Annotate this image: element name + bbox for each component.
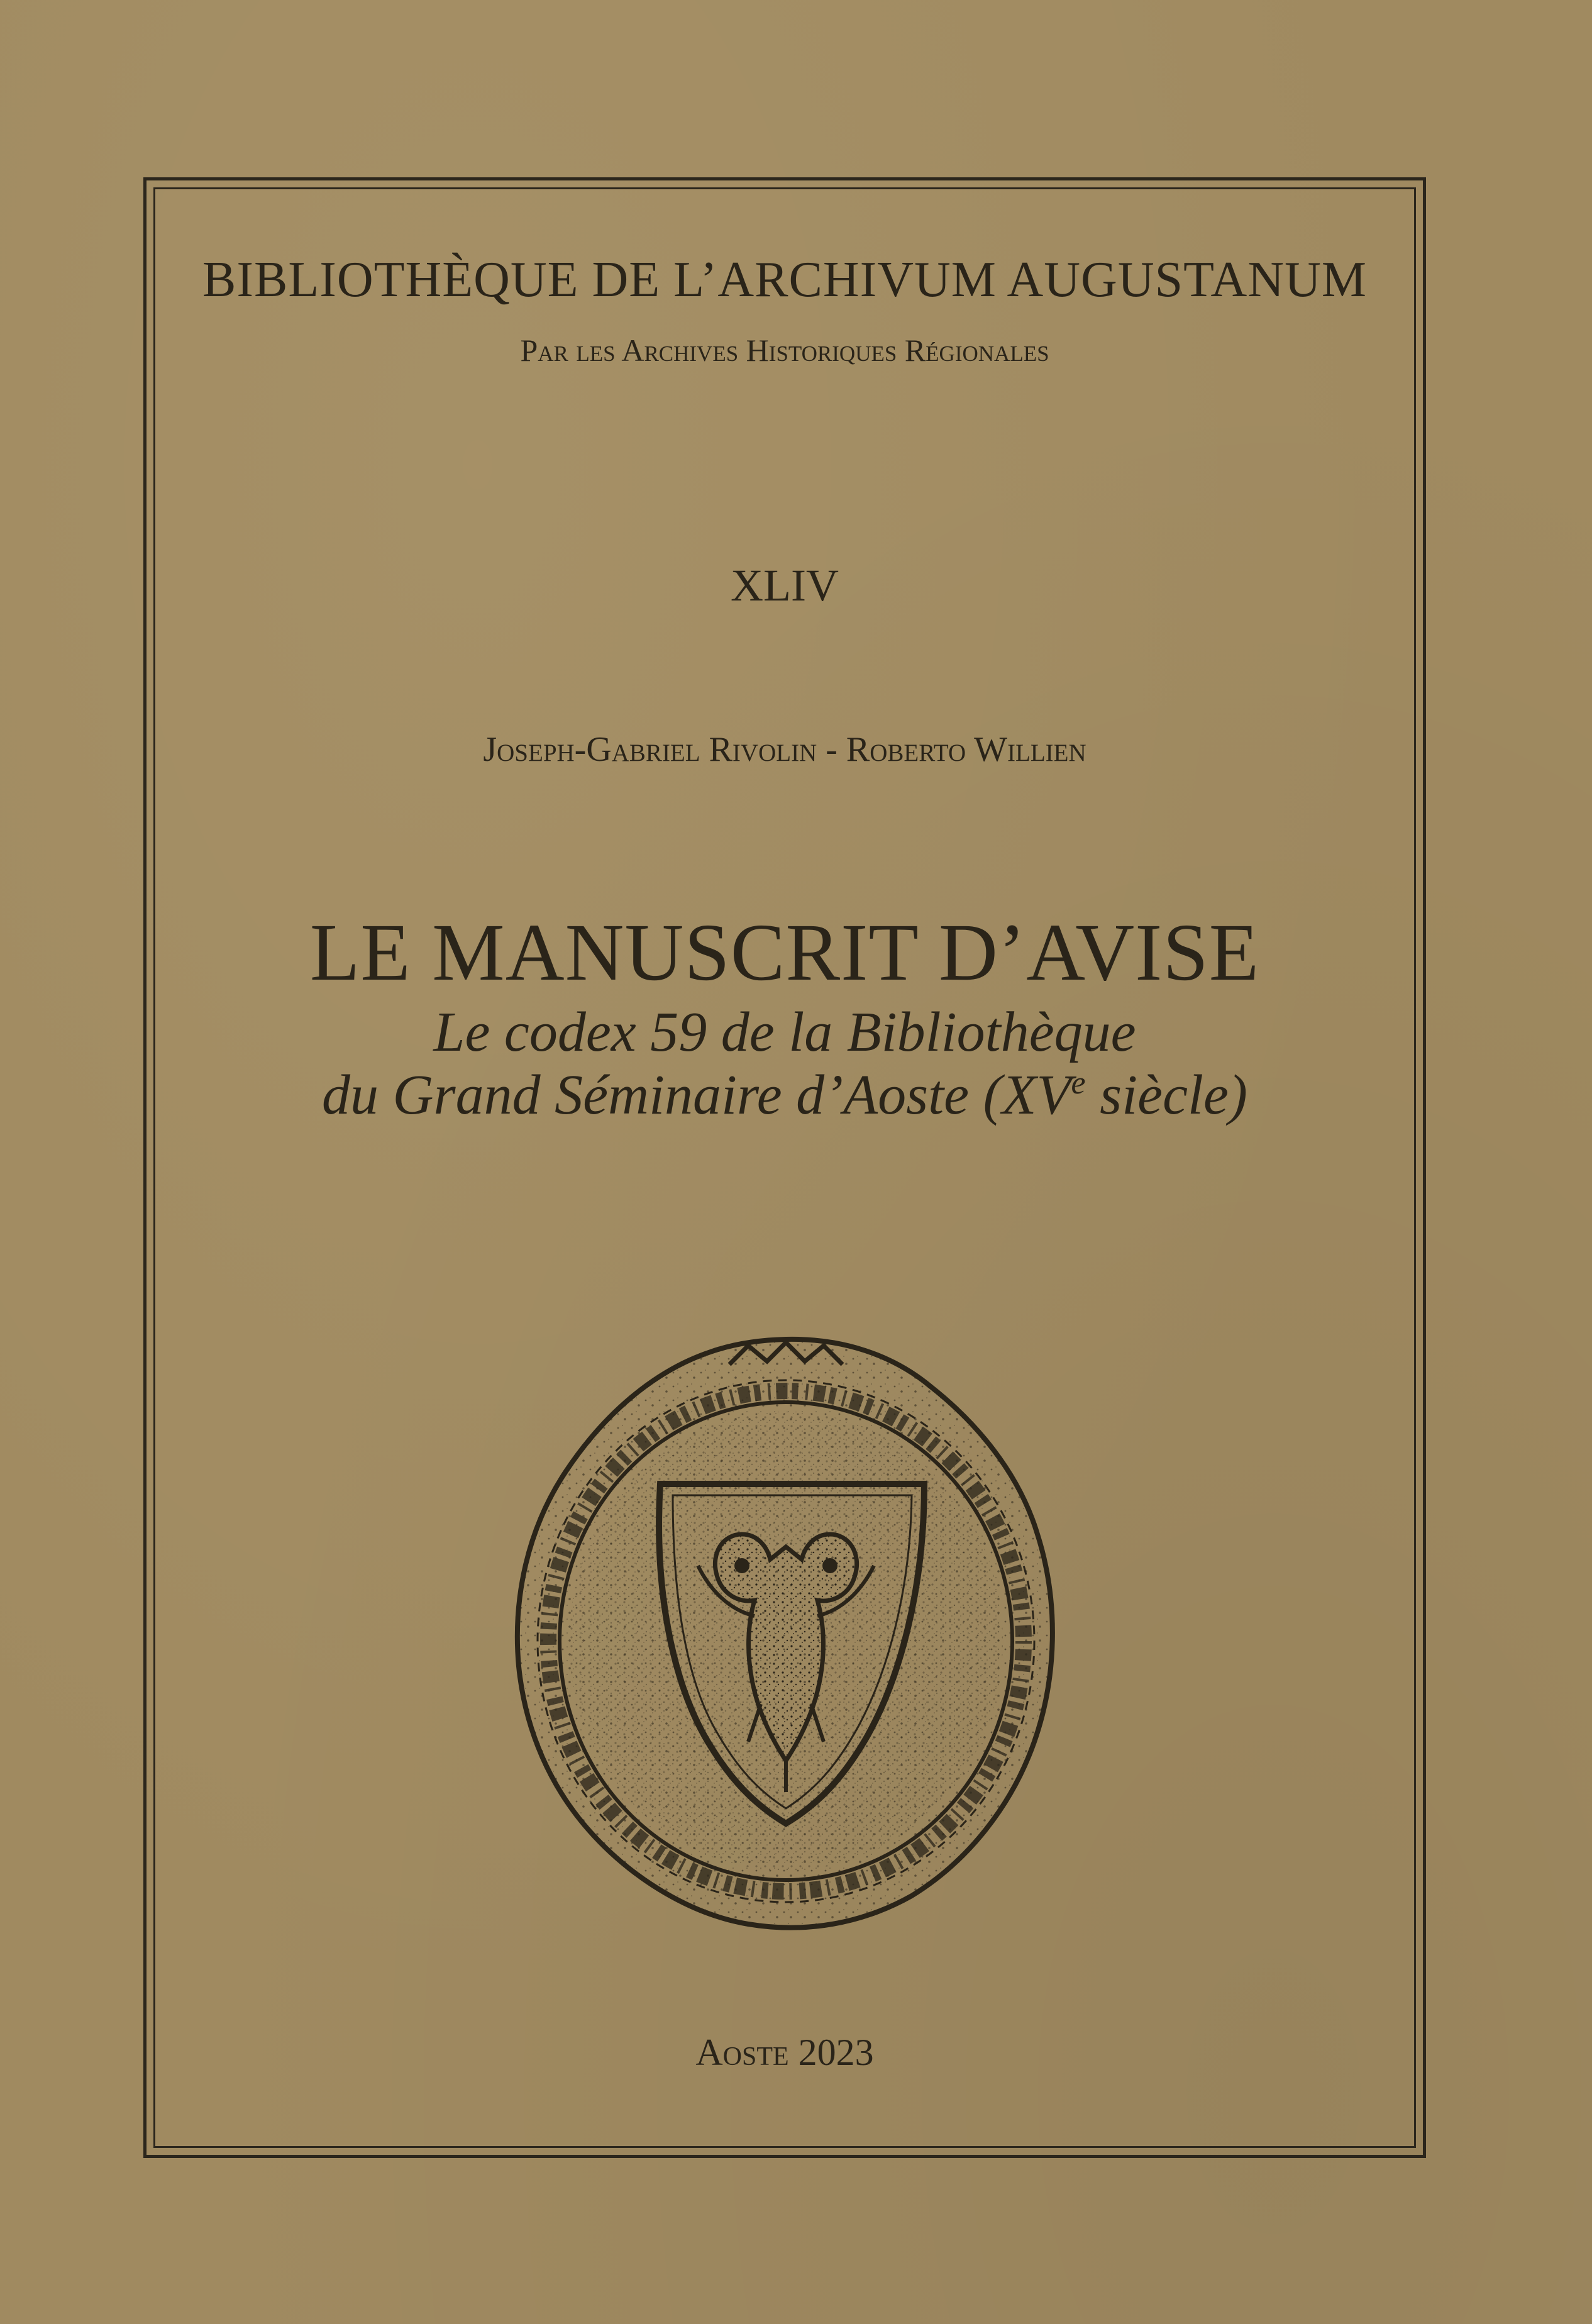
subtitle-line-1: Le codex 59 de la Bibliothèque xyxy=(433,1001,1136,1063)
series-title: BIBLIOTHÈQUE DE L’ARCHIVUM AUGUSTANUM xyxy=(202,252,1368,307)
place-and-year: Aoste 2023 xyxy=(695,2032,874,2073)
publisher-line: Par les Archives Historiques Régionales xyxy=(520,333,1049,368)
subtitle-line-2-text: du Grand Séminaire d’Aoste (XV xyxy=(322,1064,1071,1126)
volume-number: XLIV xyxy=(731,560,839,611)
seal-illustration xyxy=(490,1327,1081,1943)
subtitle-superscript: e xyxy=(1071,1065,1086,1101)
subtitle-line-2-end: siècle) xyxy=(1085,1064,1247,1126)
subtitle-line-2 xyxy=(153,1063,1416,1127)
main-title: LE MANUSCRIT D’AVISE xyxy=(309,907,1260,998)
authors: Joseph-Gabriel Rivolin - Roberto Willien xyxy=(483,730,1086,769)
